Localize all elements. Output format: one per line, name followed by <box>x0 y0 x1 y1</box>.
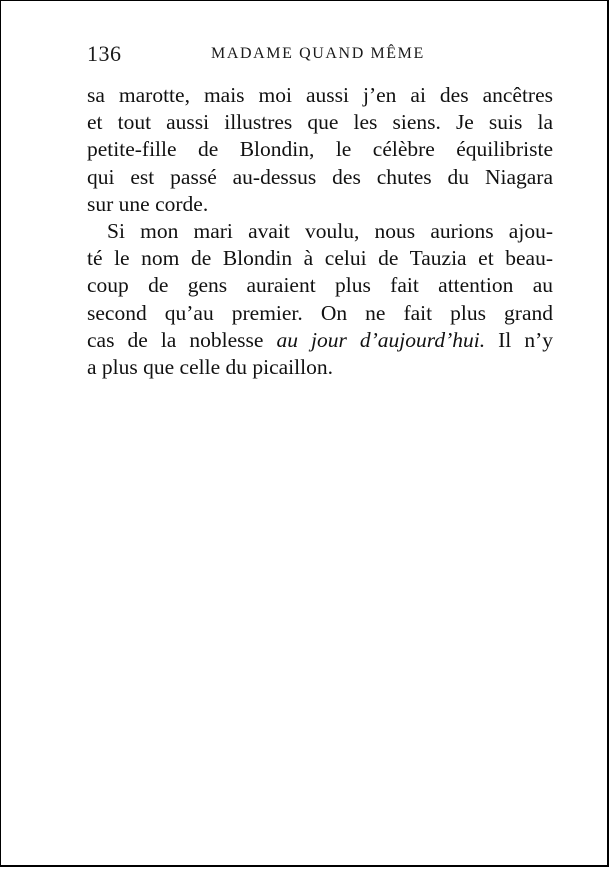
page-number: 136 <box>87 41 122 66</box>
italic-phrase: au jour d’aujourd’hui. <box>276 327 486 352</box>
paragraph-1 <box>87 82 553 218</box>
text-line: a plus que celle du picaillon. <box>87 354 333 379</box>
text-line: té le nom de Blondin à celui de Tauzia et beau- <box>87 246 553 271</box>
text-line: sa marotte, mais moi aussi j’en ai des ancêtres <box>87 83 553 107</box>
page-header <box>87 39 553 69</box>
text-line: second qu’au premier. On ne fait plus grand <box>87 300 553 325</box>
text-line: coup de gens auraient plus fait attention au <box>87 273 553 298</box>
text-line: Si mon mari avait voulu, nous aurions ajou- <box>107 218 553 243</box>
text-run: cas de la noblesse <box>87 327 277 352</box>
body-text <box>87 82 553 381</box>
text-line: petite-fille de Blondin, le célèbre équilibriste <box>87 137 553 162</box>
running-title: MADAME QUAND MÊME <box>211 45 425 62</box>
text-line: qui est passé au-dessus des chutes du Niagara <box>87 164 553 189</box>
text-line: sur une corde. <box>87 191 209 216</box>
text-line: et tout aussi illustres que les siens. Je suis la <box>87 110 553 135</box>
text-run: Il n’y <box>485 327 553 352</box>
text-line-mixed <box>87 327 553 354</box>
paragraph-2 <box>87 218 553 381</box>
